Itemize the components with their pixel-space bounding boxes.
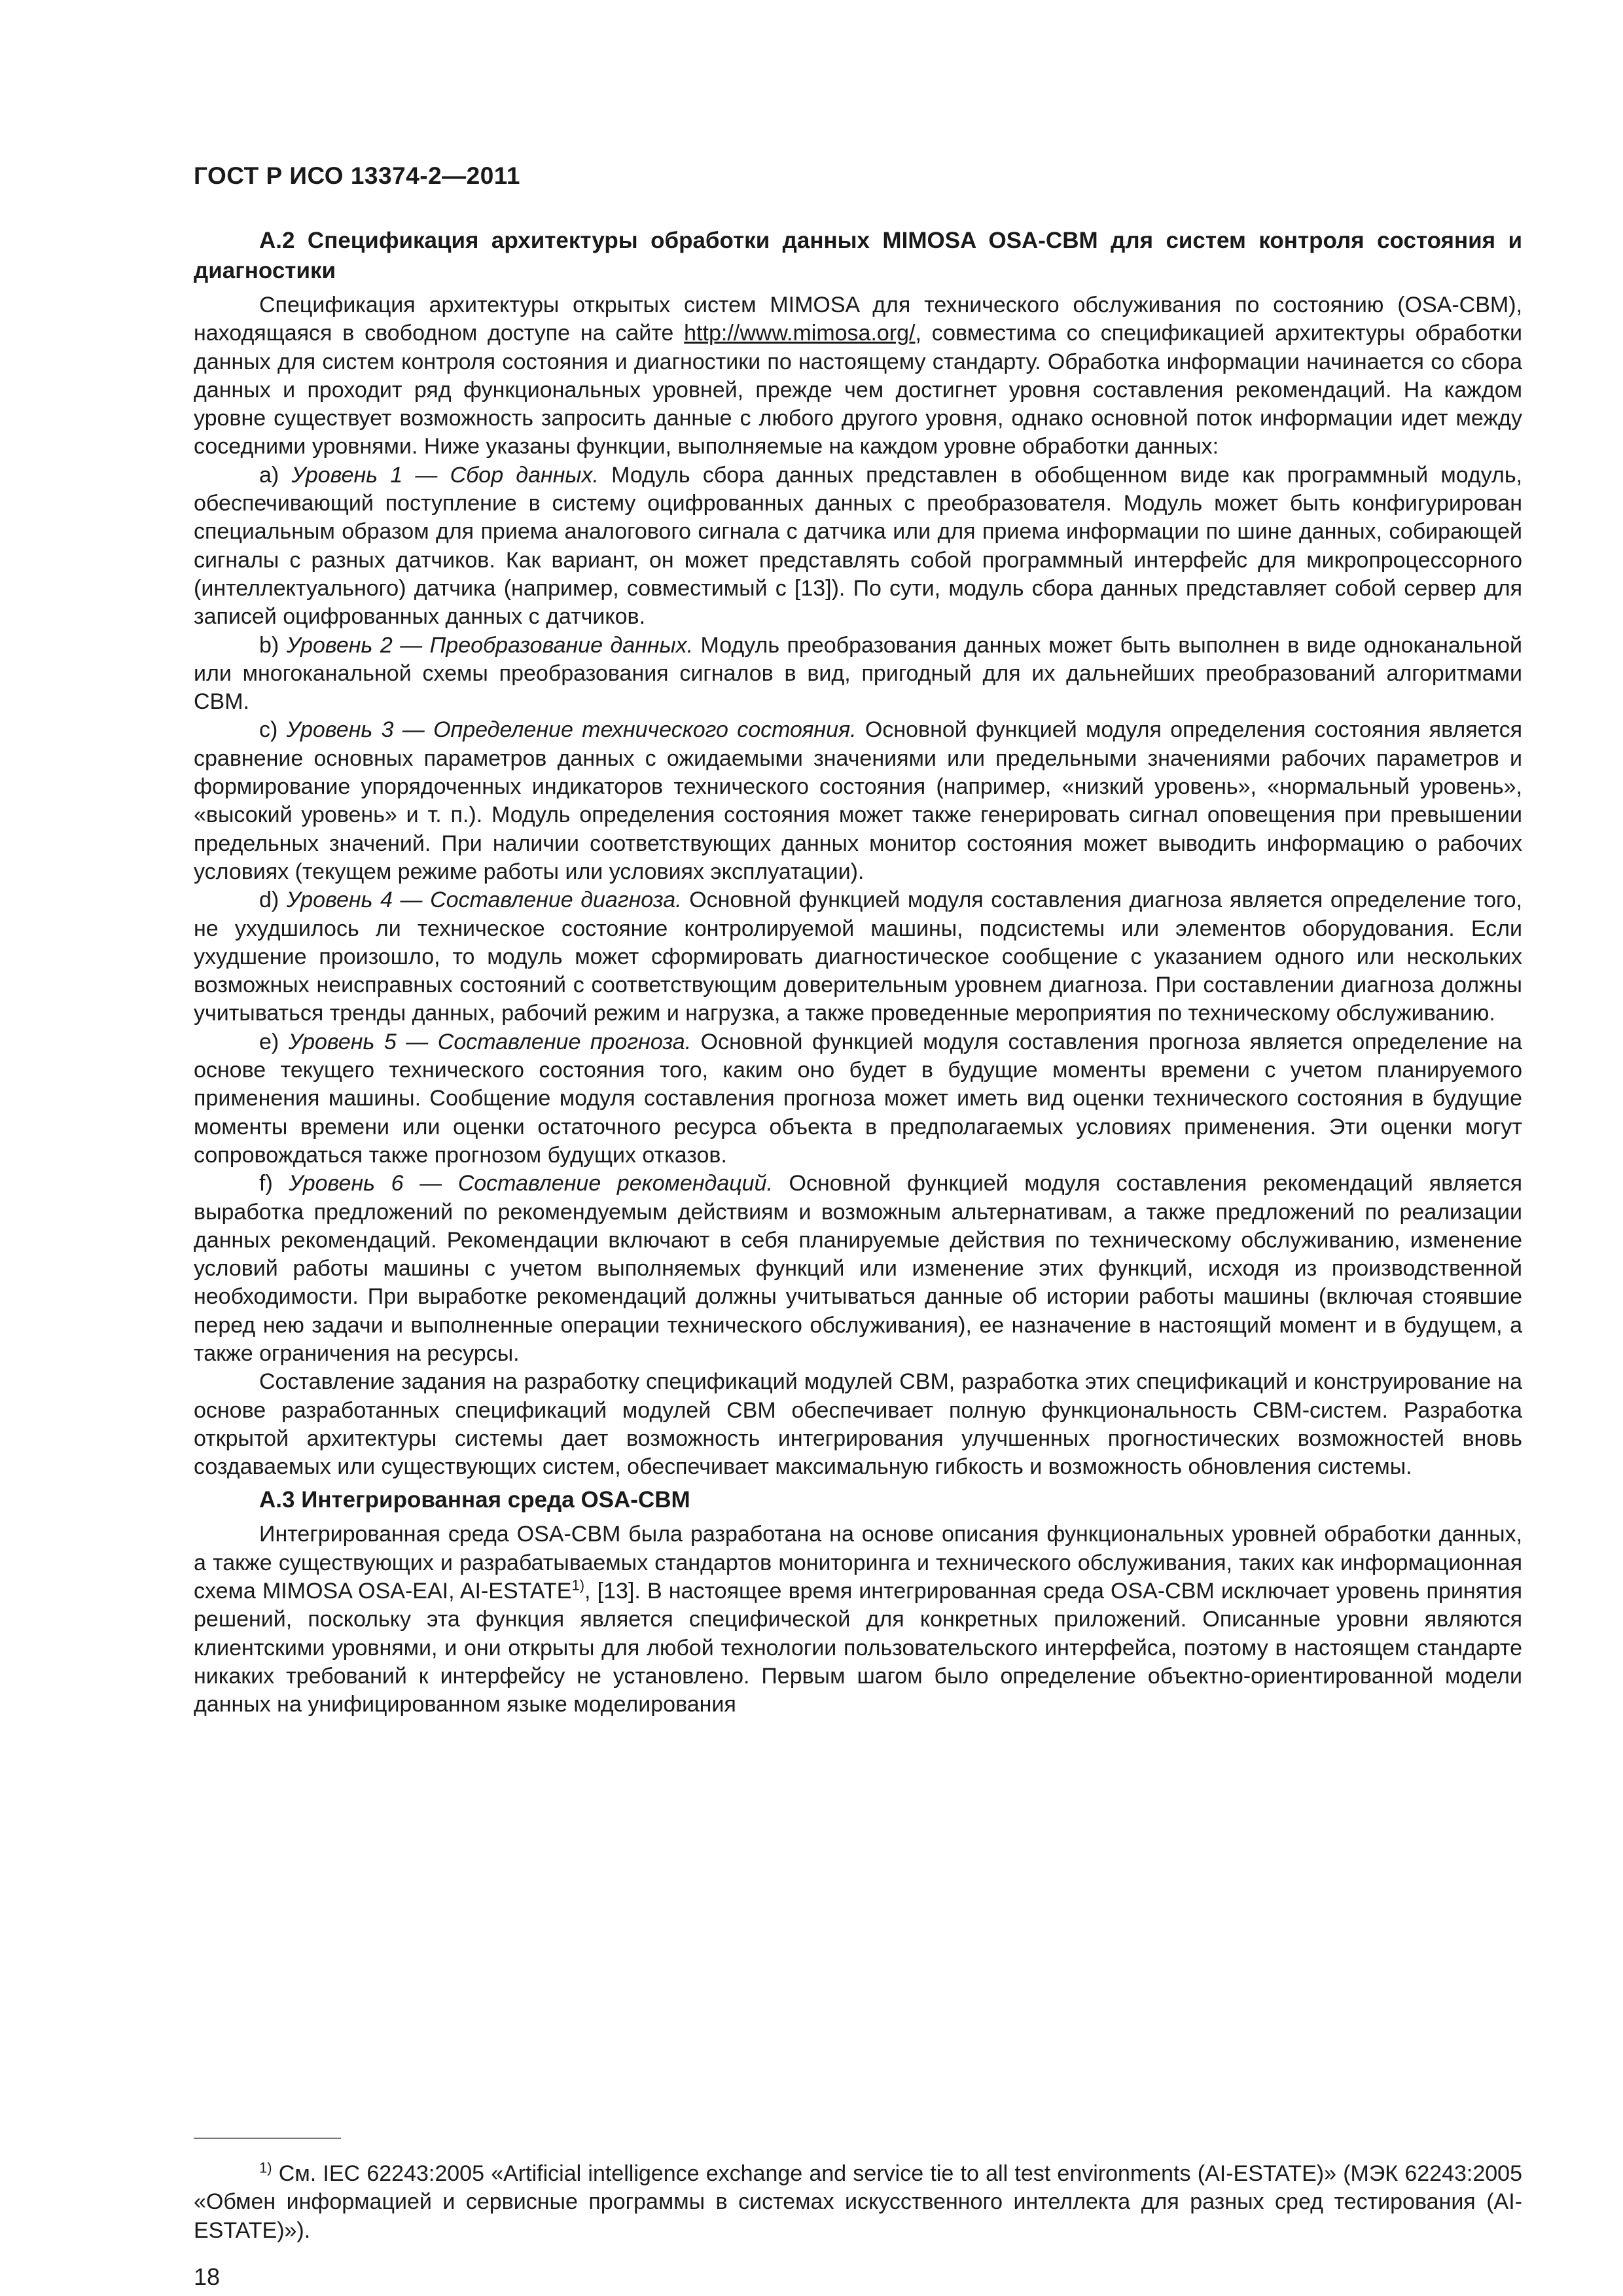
level-text: Модуль преобразования данных может быть выполнен в виде одноканальной или многоканальной схемы преобразования сигналов в вид, пригодный для их дальнейших преобразований алгоритмами CBM. <box>194 632 1522 715</box>
level-marker: e) <box>259 1029 279 1054</box>
level-marker: b) <box>259 632 279 658</box>
footnote-divider <box>194 2138 341 2139</box>
footnote <box>194 2160 1522 2245</box>
footnote-reference: 1) <box>571 1577 585 1594</box>
level-title: Уровень 6 — Составление рекомендаций. <box>289 1171 773 1196</box>
intro-text-end: , совместима со спецификацией архитектуры обработки данных для систем контроля состояния и диагностики по настоящему стандарту. Обработка информации начинается со сбора данных и проходит ряд функциональных уровней, прежде чем достигнет уровня составления рекомендаций. На каждом уровне существует возможность запросить данные с любого другого уровня, однако основной поток информации идет между соседними уровнями. Ниже указаны функции, выполняемые на каждом уровне обработки данных: <box>194 321 1522 459</box>
page-number: 18 <box>194 2263 221 2290</box>
a3-text-end: , [13]. В настоящее время интегрированная среда OSA-CBM исключает уровень принятия решений, поскольку эта функция является специфической для конкретных приложений. Описанные уровни являются клиентскими уровнями, и они открыты для любой технологии пользовательского интерфейса, поэтому в настоящем стандарте никаких требований к интерфейсу не установлено. Первым шагом было определение объектно-ориентированной модели данных на унифицированном языке моделирования <box>194 1579 1522 1717</box>
footnote-marker: 1) <box>259 2159 272 2176</box>
level-title: Уровень 2 — Преобразование данных. <box>286 632 694 658</box>
section-a3-paragraph <box>194 1520 1522 1719</box>
level-title: Уровень 1 — Сбор данных. <box>291 462 599 488</box>
document-header: ГОСТ Р ИСО 13374-2—2011 <box>194 162 520 189</box>
level-marker: d) <box>259 888 279 913</box>
level-title: Уровень 3 — Определение технического состояния. <box>286 717 857 743</box>
level-item <box>194 632 1522 717</box>
level-item <box>194 886 1522 1028</box>
level-title: Уровень 4 — Составление диагноза. <box>286 888 682 913</box>
section-a2-intro <box>194 291 1522 461</box>
section-a3-heading: А.3 Интегрированная среда OSA-CBM <box>259 1487 690 1513</box>
level-item <box>194 716 1522 886</box>
level-item <box>194 1028 1522 1170</box>
footnote-text: См. IEC 62243:2005 «Artificial intelligence exchange and service tie to all test environments (AI-ESTATE)» (МЭК 62243:2005 «Обмен информацией и сервисные программы в системах искусственного интеллекта для разных сред тестирования (AI-ESTATE)»). <box>194 2161 1522 2243</box>
level-marker: c) <box>259 717 278 743</box>
page-content <box>194 226 1522 1719</box>
level-text: Основной функцией модуля составления рекомендаций является выработка предложений по рекомендуемым действиям и возможным альтернативам, а также предложений по реализации данных рекомендаций. Рекомендации включают в себя планируемые действия по техническому обслуживанию, изменение условий работы машины с учетом выполняемых функций или изменение этих функций, исходя из производственной необходимости. При выработке рекомендаций должны учитываться данные об истории работы машины (включая стоявшие перед нею задачи и выполненные операции технического обслуживания), ее назначение в настоящий момент и в будущем, а также ограничения на ресурсы. <box>194 1171 1522 1366</box>
level-item <box>194 461 1522 632</box>
section-a2-heading: А.2 Спецификация архитектуры обработки данных MIMOSA OSA-CBM для систем контроля состояния и диагностики <box>194 228 1522 283</box>
intro-text-start: Спецификация архитектуры открытых систем MIMOSA для технического обслуживания по состоянию (OSA-CBM), находящаяся в свободном доступе на сайте <box>194 293 1522 346</box>
section-a2-closing: Составление задания на разработку спецификаций модулей CBM, разработка этих спецификаций и конструирование на основе разработанных спецификаций модулей CBM обеспечивает полную функциональность CBM-систем. Разработка открытой архитектуры системы дает возможность интегрирования улучшенных прогностических возможностей вновь создаваемых или существующих систем, обеспечивает максимальную гибкость и возможность обновления системы. <box>194 1369 1522 1480</box>
level-text: Основной функцией модуля определения состояния является сравнение основных параметров данных с ожидаемыми значениями или предельными значениями рабочих параметров и формирование упорядоченных индикаторов технического состояния (например, «низкий уровень», «нормальный уровень», «высокий уровень» и т. п.). Модуль определения состояния может также генерировать сигнал оповещения при превышении предельных значений. При наличии соответствующих данных монитор состояния может выводить информацию о рабочих условиях (текущем режиме работы или условиях эксплуатации). <box>194 717 1522 884</box>
level-text: Основной функцией модуля составления прогноза является определение на основе текущего технического состояния того, каким оно будет в будущие моменты времени с учетом планируемого применения машины. Сообщение модуля составления прогноза может иметь вид оценки технического состояния в будущие моменты времени или оценки остаточного ресурса объекта в предполагаемых условиях применения. Эти оценки могут сопровождаться также прогнозом будущих отказов. <box>194 1029 1522 1168</box>
level-item <box>194 1170 1522 1368</box>
level-marker: f) <box>259 1171 273 1196</box>
level-title: Уровень 5 — Составление прогноза. <box>288 1029 692 1054</box>
mimosa-link[interactable]: http://www.mimosa.org/ <box>684 321 916 346</box>
level-text: Основной функцией модуля составления диагноза является определение того, не ухудшилось ли техническое состояние контролируемой машины, подсистемы или элементов оборудования. Если ухудшение произошло, то модуль может сформировать диагностическое сообщение с указанием одного или нескольких возможных неисправных состояний с соответствующим доверительным уровнем диагноза. При составлении диагноза должны учитываться тренды данных, рабочий режим и нагрузка, а также проведенные мероприятия по техническому обслуживанию. <box>194 888 1522 1026</box>
a3-text-start: Интегрированная среда OSA-CBM была разработана на основе описания функциональных уровней обработки данных, а также существующих и разрабатываемых стандартов мониторинга и технического обслуживания, таких как информационная схема MIMOSA OSA-EAI, AI-ESTATE <box>194 1522 1522 1604</box>
level-marker: a) <box>259 462 279 488</box>
level-text: Модуль сбора данных представлен в обобщенном виде как программный модуль, обеспечивающий поступление в систему оцифрованных данных с преобразователя. Модуль может быть конфигурирован специальным образом для приема аналогового сигнала с датчика или для приема информации по шине данных, собирающей сигналы с разных датчиков. Как вариант, он может представлять собой программный интерфейс для микропроцессорного (интеллектуального) датчика (например, совместимый с [13]). По сути, модуль сбора данных представляет собой сервер для записей оцифрованных данных с датчиков. <box>194 462 1522 630</box>
